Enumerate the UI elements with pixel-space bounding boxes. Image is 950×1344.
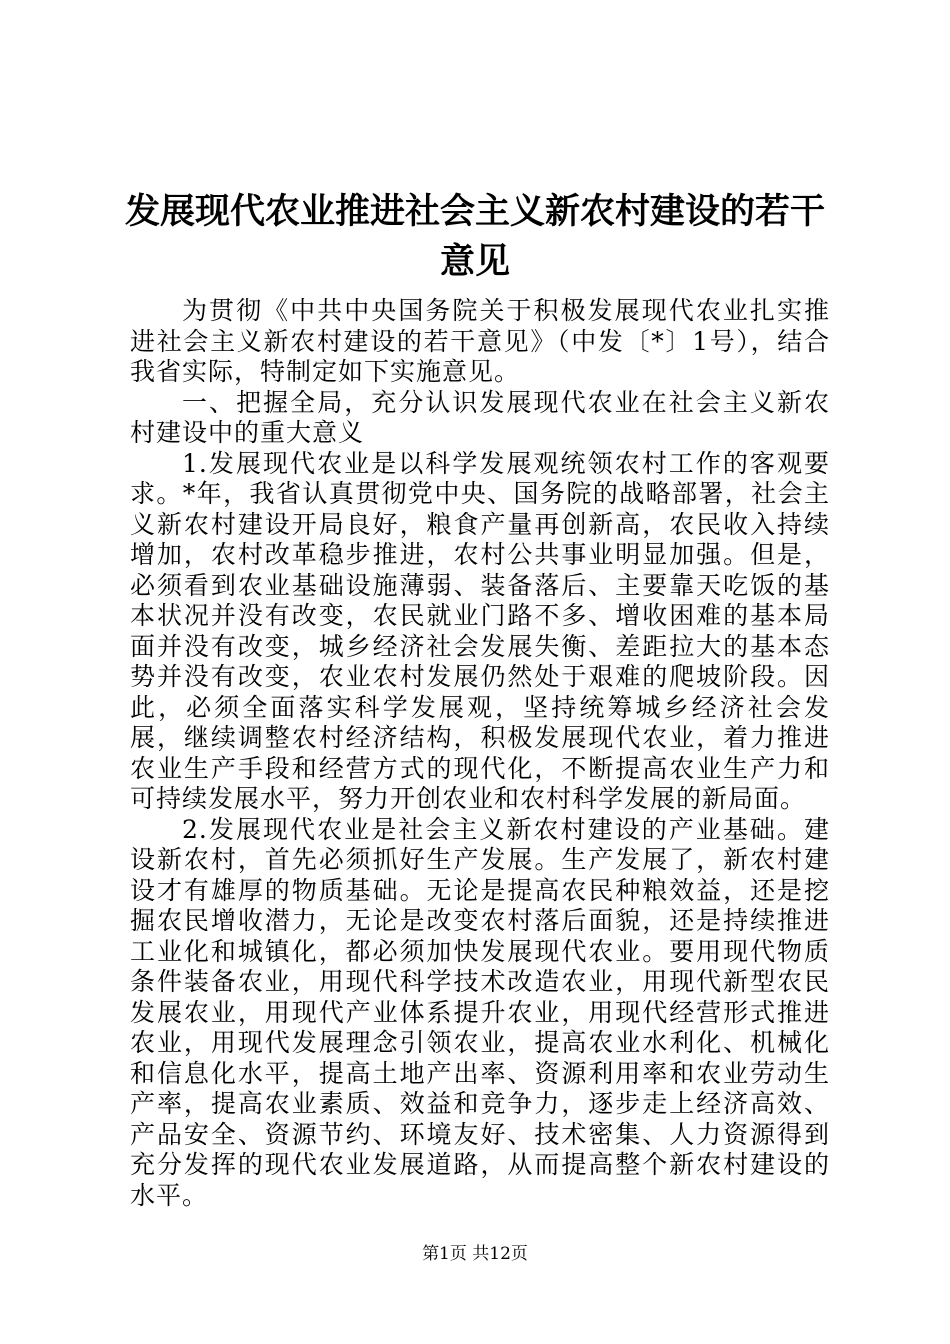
document-body [130,296,830,1211]
paragraph-intro: 为贯彻《中共中央国务院关于积极发展现代农业扎实推进社会主义新农村建设的若干意见》（中发〔*〕1号），结合我省实际，特制定如下实施意见。 [130,296,830,386]
document-title-line-2: 意见 [439,242,510,282]
paragraph-point-1: 1.发展现代农业是以科学发展观统领农村工作的客观要求。*年，我省认真贯彻党中央、国务院的战略部署，社会主义新农村建设开局良好，粮食产量再创新高，农民收入持续增加，农村改革稳步推进，农村公共事业明显加强。但是，必须看到农业基础设施薄弱、装备落后、主要靠天吃饭的基本状况并没有改变，农民就业门路不多、增收困难的基本局面并没有改变，城乡经济社会发展失衡、差距拉大的基本态势并没有改变，农业农村发展仍然处于艰难的爬坡阶段。因此，必须全面落实科学发展观，坚持统筹城乡经济社会发展，继续调整农村经济结构，积极发展现代农业，着力推进农业生产手段和经营方式的现代化，不断提高农业生产力和可持续发展水平，努力开创农业和农村科学发展的新局面。 [130,448,830,813]
page-number-footer: 第1页 共12页 [422,1244,528,1264]
paragraph-point-2: 2.发展现代农业是社会主义新农村建设的产业基础。建设新农村，首先必须抓好生产发展。生产发展了，新农村建设才有雄厚的物质基础。无论是提高农民种粮效益，还是挖掘农民增收潜力，无论是改变农村落后面貌，还是持续推进工业化和城镇化，都必须加快发展现代农业。要用现代物质条件装备农业，用现代科学技术改造农业，用现代新型农民发展农业，用现代产业体系提升农业，用现代经营形式推进农业，用现代发展理念引领农业，提高农业水利化、机械化和信息化水平，提高土地产出率、资源利用率和农业劳动生产率，提高农业素质、效益和竞争力，逐步走上经济高效、产品安全、资源节约、环境友好、技术密集、人力资源得到充分发挥的现代农业发展道路，从而提高整个新农村建设的水平。 [130,814,830,1210]
document-title-line-1: 发展现代农业推进社会主义新农村建设的若干 [124,192,825,232]
section-heading-1: 一、把握全局，充分认识发展现代农业在社会主义新农村建设中的重大意义 [130,387,830,447]
